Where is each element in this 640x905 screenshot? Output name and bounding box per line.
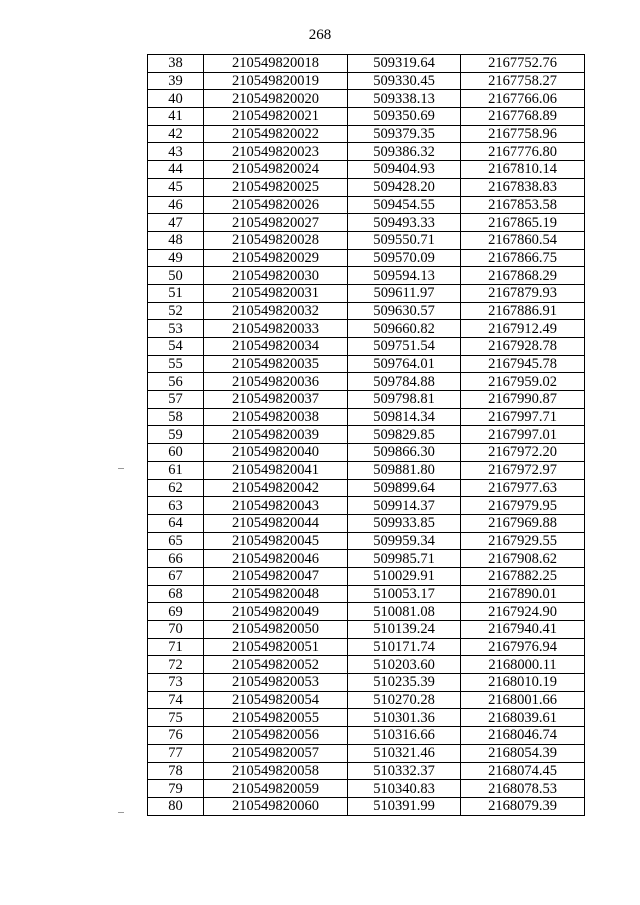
- point-number-cell: 72: [148, 656, 204, 674]
- point-number-cell: 64: [148, 514, 204, 532]
- table-row: [148, 567, 585, 585]
- point-number-cell: 79: [148, 780, 204, 798]
- x-coordinate-cell: 510270.28: [348, 691, 461, 709]
- x-coordinate-cell: 509379.35: [348, 125, 461, 143]
- x-coordinate-cell: 509630.57: [348, 302, 461, 320]
- point-number-cell: 77: [148, 744, 204, 762]
- table-row: [148, 338, 585, 356]
- x-coordinate-cell: 509899.64: [348, 479, 461, 497]
- table-row: [148, 514, 585, 532]
- table-row: [148, 744, 585, 762]
- x-coordinate-cell: 510235.39: [348, 674, 461, 692]
- point-number-cell: 65: [148, 532, 204, 550]
- table-row: [148, 603, 585, 621]
- y-coordinate-cell: 2168054.39: [461, 744, 585, 762]
- x-coordinate-cell: 509338.13: [348, 90, 461, 108]
- x-coordinate-cell: 509493.33: [348, 214, 461, 232]
- x-coordinate-cell: 509319.64: [348, 55, 461, 73]
- point-number-cell: 57: [148, 391, 204, 409]
- point-id-cell: 210549820060: [204, 797, 348, 815]
- x-coordinate-cell: 510316.66: [348, 727, 461, 745]
- y-coordinate-cell: 2167758.27: [461, 72, 585, 90]
- point-id-cell: 210549820039: [204, 426, 348, 444]
- table-row: [148, 231, 585, 249]
- x-coordinate-cell: 510332.37: [348, 762, 461, 780]
- y-coordinate-cell: 2167853.58: [461, 196, 585, 214]
- x-coordinate-cell: 509784.88: [348, 373, 461, 391]
- point-number-cell: 67: [148, 567, 204, 585]
- y-coordinate-cell: 2167976.94: [461, 638, 585, 656]
- point-id-cell: 210549820026: [204, 196, 348, 214]
- y-coordinate-cell: 2167929.55: [461, 532, 585, 550]
- y-coordinate-cell: 2167768.89: [461, 108, 585, 126]
- coordinates-table-body: [148, 55, 585, 816]
- table-row: [148, 302, 585, 320]
- table-row: [148, 585, 585, 603]
- table-row: [148, 267, 585, 285]
- x-coordinate-cell: 509866.30: [348, 444, 461, 462]
- y-coordinate-cell: 2167912.49: [461, 320, 585, 338]
- point-id-cell: 210549820019: [204, 72, 348, 90]
- point-id-cell: 210549820030: [204, 267, 348, 285]
- y-coordinate-cell: 2167945.78: [461, 355, 585, 373]
- table-row: [148, 797, 585, 815]
- table-row: [148, 355, 585, 373]
- x-coordinate-cell: 510081.08: [348, 603, 461, 621]
- x-coordinate-cell: 509550.71: [348, 231, 461, 249]
- point-number-cell: 40: [148, 90, 204, 108]
- point-id-cell: 210549820055: [204, 709, 348, 727]
- table-row: [148, 320, 585, 338]
- point-id-cell: 210549820018: [204, 55, 348, 73]
- table-row: [148, 125, 585, 143]
- y-coordinate-cell: 2167940.41: [461, 621, 585, 639]
- y-coordinate-cell: 2167865.19: [461, 214, 585, 232]
- point-number-cell: 71: [148, 638, 204, 656]
- x-coordinate-cell: 509454.55: [348, 196, 461, 214]
- x-coordinate-cell: 509386.32: [348, 143, 461, 161]
- table-row: [148, 656, 585, 674]
- point-number-cell: 52: [148, 302, 204, 320]
- y-coordinate-cell: 2167886.91: [461, 302, 585, 320]
- point-number-cell: 76: [148, 727, 204, 745]
- table-row: [148, 780, 585, 798]
- point-number-cell: 74: [148, 691, 204, 709]
- point-number-cell: 61: [148, 461, 204, 479]
- x-coordinate-cell: 510029.91: [348, 567, 461, 585]
- table-row: [148, 550, 585, 568]
- y-coordinate-cell: 2167838.83: [461, 178, 585, 196]
- table-row: [148, 72, 585, 90]
- point-number-cell: 46: [148, 196, 204, 214]
- y-coordinate-cell: 2168000.11: [461, 656, 585, 674]
- point-id-cell: 210549820048: [204, 585, 348, 603]
- y-coordinate-cell: 2167928.78: [461, 338, 585, 356]
- point-id-cell: 210549820053: [204, 674, 348, 692]
- point-id-cell: 210549820058: [204, 762, 348, 780]
- point-id-cell: 210549820045: [204, 532, 348, 550]
- table-row: [148, 249, 585, 267]
- x-coordinate-cell: 509798.81: [348, 391, 461, 409]
- point-id-cell: 210549820041: [204, 461, 348, 479]
- point-number-cell: 51: [148, 284, 204, 302]
- y-coordinate-cell: 2168078.53: [461, 780, 585, 798]
- y-coordinate-cell: 2167860.54: [461, 231, 585, 249]
- point-id-cell: 210549820020: [204, 90, 348, 108]
- x-coordinate-cell: 509350.69: [348, 108, 461, 126]
- point-number-cell: 38: [148, 55, 204, 73]
- point-number-cell: 80: [148, 797, 204, 815]
- point-id-cell: 210549820031: [204, 284, 348, 302]
- y-coordinate-cell: 2167959.02: [461, 373, 585, 391]
- point-number-cell: 43: [148, 143, 204, 161]
- point-number-cell: 73: [148, 674, 204, 692]
- point-number-cell: 41: [148, 108, 204, 126]
- y-coordinate-cell: 2167776.80: [461, 143, 585, 161]
- y-coordinate-cell: 2167758.96: [461, 125, 585, 143]
- point-id-cell: 210549820044: [204, 514, 348, 532]
- table-row: [148, 638, 585, 656]
- x-coordinate-cell: 509751.54: [348, 338, 461, 356]
- table-row: [148, 727, 585, 745]
- x-coordinate-cell: 510053.17: [348, 585, 461, 603]
- point-number-cell: 66: [148, 550, 204, 568]
- x-coordinate-cell: 509330.45: [348, 72, 461, 90]
- point-id-cell: 210549820056: [204, 727, 348, 745]
- x-coordinate-cell: 509570.09: [348, 249, 461, 267]
- point-id-cell: 210549820035: [204, 355, 348, 373]
- y-coordinate-cell: 2167969.88: [461, 514, 585, 532]
- table-row: [148, 621, 585, 639]
- point-id-cell: 210549820042: [204, 479, 348, 497]
- point-id-cell: 210549820024: [204, 161, 348, 179]
- table-row: [148, 196, 585, 214]
- point-number-cell: 68: [148, 585, 204, 603]
- y-coordinate-cell: 2167924.90: [461, 603, 585, 621]
- point-number-cell: 78: [148, 762, 204, 780]
- point-id-cell: 210549820036: [204, 373, 348, 391]
- y-coordinate-cell: 2167868.29: [461, 267, 585, 285]
- y-coordinate-cell: 2167997.01: [461, 426, 585, 444]
- point-id-cell: 210549820052: [204, 656, 348, 674]
- point-id-cell: 210549820021: [204, 108, 348, 126]
- point-number-cell: 63: [148, 497, 204, 515]
- x-coordinate-cell: 509829.85: [348, 426, 461, 444]
- point-id-cell: 210549820037: [204, 391, 348, 409]
- point-id-cell: 210549820046: [204, 550, 348, 568]
- point-number-cell: 48: [148, 231, 204, 249]
- x-coordinate-cell: 509914.37: [348, 497, 461, 515]
- point-number-cell: 53: [148, 320, 204, 338]
- table-row: [148, 479, 585, 497]
- table-row: [148, 461, 585, 479]
- x-coordinate-cell: 510301.36: [348, 709, 461, 727]
- table-row: [148, 497, 585, 515]
- y-coordinate-cell: 2167866.75: [461, 249, 585, 267]
- point-number-cell: 70: [148, 621, 204, 639]
- x-coordinate-cell: 509660.82: [348, 320, 461, 338]
- point-id-cell: 210549820022: [204, 125, 348, 143]
- x-coordinate-cell: 510340.83: [348, 780, 461, 798]
- point-id-cell: 210549820034: [204, 338, 348, 356]
- point-id-cell: 210549820051: [204, 638, 348, 656]
- x-coordinate-cell: 509985.71: [348, 550, 461, 568]
- page-number: 268: [308, 27, 332, 43]
- y-coordinate-cell: 2167972.97: [461, 461, 585, 479]
- x-coordinate-cell: 509881.80: [348, 461, 461, 479]
- point-number-cell: 69: [148, 603, 204, 621]
- y-coordinate-cell: 2167979.95: [461, 497, 585, 515]
- y-coordinate-cell: 2167908.62: [461, 550, 585, 568]
- point-number-cell: 54: [148, 338, 204, 356]
- margin-mark: [118, 812, 124, 813]
- point-number-cell: 58: [148, 408, 204, 426]
- x-coordinate-cell: 509764.01: [348, 355, 461, 373]
- point-id-cell: 210549820047: [204, 567, 348, 585]
- table-row: [148, 762, 585, 780]
- x-coordinate-cell: 510171.74: [348, 638, 461, 656]
- y-coordinate-cell: 2167882.25: [461, 567, 585, 585]
- x-coordinate-cell: 510391.99: [348, 797, 461, 815]
- point-id-cell: 210549820023: [204, 143, 348, 161]
- point-id-cell: 210549820038: [204, 408, 348, 426]
- point-id-cell: 210549820057: [204, 744, 348, 762]
- y-coordinate-cell: 2167977.63: [461, 479, 585, 497]
- point-number-cell: 56: [148, 373, 204, 391]
- table-row: [148, 709, 585, 727]
- y-coordinate-cell: 2167990.87: [461, 391, 585, 409]
- table-row: [148, 90, 585, 108]
- y-coordinate-cell: 2167972.20: [461, 444, 585, 462]
- table-row: [148, 55, 585, 73]
- table-row: [148, 161, 585, 179]
- y-coordinate-cell: 2168079.39: [461, 797, 585, 815]
- x-coordinate-cell: 509959.34: [348, 532, 461, 550]
- point-number-cell: 55: [148, 355, 204, 373]
- table-row: [148, 391, 585, 409]
- x-coordinate-cell: 510321.46: [348, 744, 461, 762]
- x-coordinate-cell: 509404.93: [348, 161, 461, 179]
- x-coordinate-cell: 509594.13: [348, 267, 461, 285]
- x-coordinate-cell: 509428.20: [348, 178, 461, 196]
- point-id-cell: 210549820025: [204, 178, 348, 196]
- table-row: [148, 691, 585, 709]
- point-number-cell: 59: [148, 426, 204, 444]
- y-coordinate-cell: 2167890.01: [461, 585, 585, 603]
- y-coordinate-cell: 2167766.06: [461, 90, 585, 108]
- table-row: [148, 674, 585, 692]
- y-coordinate-cell: 2168039.61: [461, 709, 585, 727]
- point-id-cell: 210549820043: [204, 497, 348, 515]
- table-row: [148, 426, 585, 444]
- point-number-cell: 60: [148, 444, 204, 462]
- point-number-cell: 42: [148, 125, 204, 143]
- point-id-cell: 210549820029: [204, 249, 348, 267]
- point-number-cell: 75: [148, 709, 204, 727]
- point-id-cell: 210549820049: [204, 603, 348, 621]
- y-coordinate-cell: 2168001.66: [461, 691, 585, 709]
- table-row: [148, 143, 585, 161]
- table-row: [148, 178, 585, 196]
- table-row: [148, 532, 585, 550]
- point-number-cell: 44: [148, 161, 204, 179]
- point-number-cell: 62: [148, 479, 204, 497]
- x-coordinate-cell: 510203.60: [348, 656, 461, 674]
- point-id-cell: 210549820040: [204, 444, 348, 462]
- point-number-cell: 49: [148, 249, 204, 267]
- y-coordinate-cell: 2167879.93: [461, 284, 585, 302]
- table-row: [148, 444, 585, 462]
- table-row: [148, 373, 585, 391]
- point-id-cell: 210549820032: [204, 302, 348, 320]
- point-number-cell: 45: [148, 178, 204, 196]
- point-id-cell: 210549820050: [204, 621, 348, 639]
- table-row: [148, 214, 585, 232]
- x-coordinate-cell: 510139.24: [348, 621, 461, 639]
- margin-mark: [118, 468, 124, 469]
- table-row: [148, 108, 585, 126]
- table-row: [148, 284, 585, 302]
- point-id-cell: 210549820027: [204, 214, 348, 232]
- point-number-cell: 50: [148, 267, 204, 285]
- table-row: [148, 408, 585, 426]
- y-coordinate-cell: 2167810.14: [461, 161, 585, 179]
- point-number-cell: 47: [148, 214, 204, 232]
- y-coordinate-cell: 2168010.19: [461, 674, 585, 692]
- point-id-cell: 210549820054: [204, 691, 348, 709]
- point-id-cell: 210549820059: [204, 780, 348, 798]
- point-id-cell: 210549820033: [204, 320, 348, 338]
- x-coordinate-cell: 509933.85: [348, 514, 461, 532]
- y-coordinate-cell: 2168046.74: [461, 727, 585, 745]
- y-coordinate-cell: 2168074.45: [461, 762, 585, 780]
- y-coordinate-cell: 2167997.71: [461, 408, 585, 426]
- x-coordinate-cell: 509611.97: [348, 284, 461, 302]
- point-number-cell: 39: [148, 72, 204, 90]
- x-coordinate-cell: 509814.34: [348, 408, 461, 426]
- y-coordinate-cell: 2167752.76: [461, 55, 585, 73]
- point-id-cell: 210549820028: [204, 231, 348, 249]
- coordinates-table: [147, 54, 585, 816]
